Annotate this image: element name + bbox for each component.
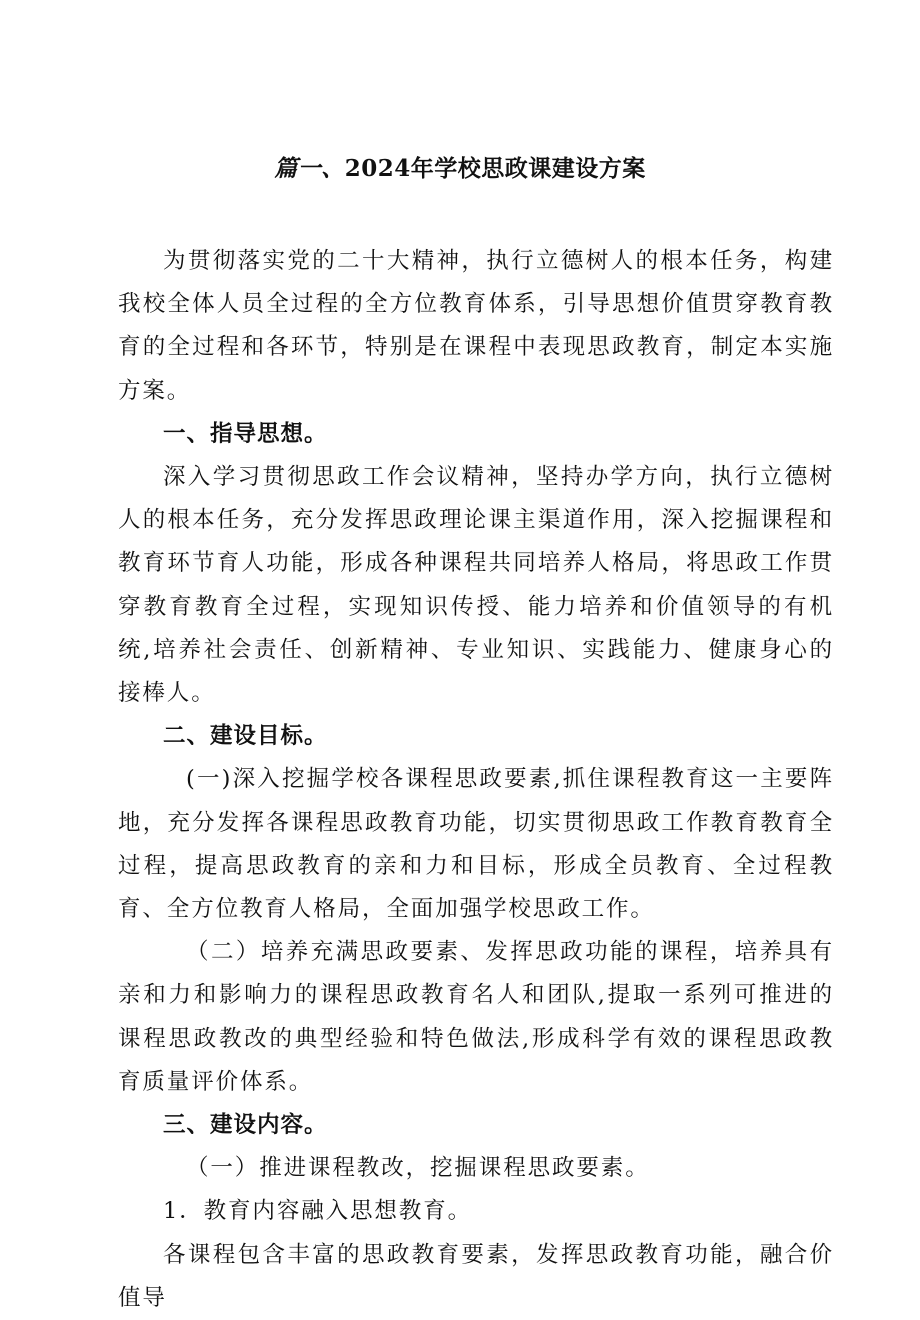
document-title (0, 150, 920, 183)
content-subheading-1: （一）推进课程教改，挖掘课程思政要素。 (186, 1155, 650, 1182)
goal-item-2: （二）培养充满思政要素、发挥思政功能的课程，培养具有亲和力和影响力的课程思政教育名人和团队,提取一系列可推进的课程思政教改的典型经验和特色做法,形成科学有效的课程思政教育质量评价体系。 (118, 939, 834, 1095)
intro-paragraph: 为贯彻落实党的二十大精神，执行立德树人的根本任务，构建我校全体人员全过程的全方位教育体系，引导思想价值贯穿教育教育的全过程和各环节，特别是在课程中表现思政教育，制定本实施方案。 (118, 248, 834, 404)
guiding-thought-paragraph: 深入学习贯彻思政工作会议精神，坚持办学方向，执行立德树人的根本任务，充分发挥思政理论课主渠道作用，深入挖掘课程和教育环节育人功能，形成各种课程共同培养人格局，将思政工作贯穿教育教育全过程，实现知识传授、能力培养和价值领导的有机统,培养社会责任、创新精神、专业知识、实践能力、健康身心的接棒人。 (118, 464, 834, 707)
title-prefix: 篇一、 (274, 155, 345, 182)
content-paragraph: 各课程包含丰富的思政教育要素，发挥思政教育功能，融合价值导 (118, 1241, 834, 1311)
title-main: 2024年学校思政课建设方案 (344, 155, 646, 182)
document-body (118, 240, 834, 1320)
goal-item-1: (一)深入挖掘学校各课程思政要素,抓住课程教育这一主要阵地，充分发挥各课程思政教育功能，切实贯彻思政工作教育教育全过程，提高思政教育的亲和力和目标，形成全员教育、全过程教育、全方位教育人格局，全面加强学校思政工作。 (118, 766, 834, 923)
section-heading-construction-goals: 二、建设目标。 (163, 723, 328, 750)
content-numbered-item-1: 1．教育内容融入思想教育。 (163, 1198, 473, 1225)
section-heading-construction-content: 三、建设内容。 (163, 1112, 328, 1139)
section-heading-guiding-thought: 一、指导思想。 (163, 420, 328, 447)
